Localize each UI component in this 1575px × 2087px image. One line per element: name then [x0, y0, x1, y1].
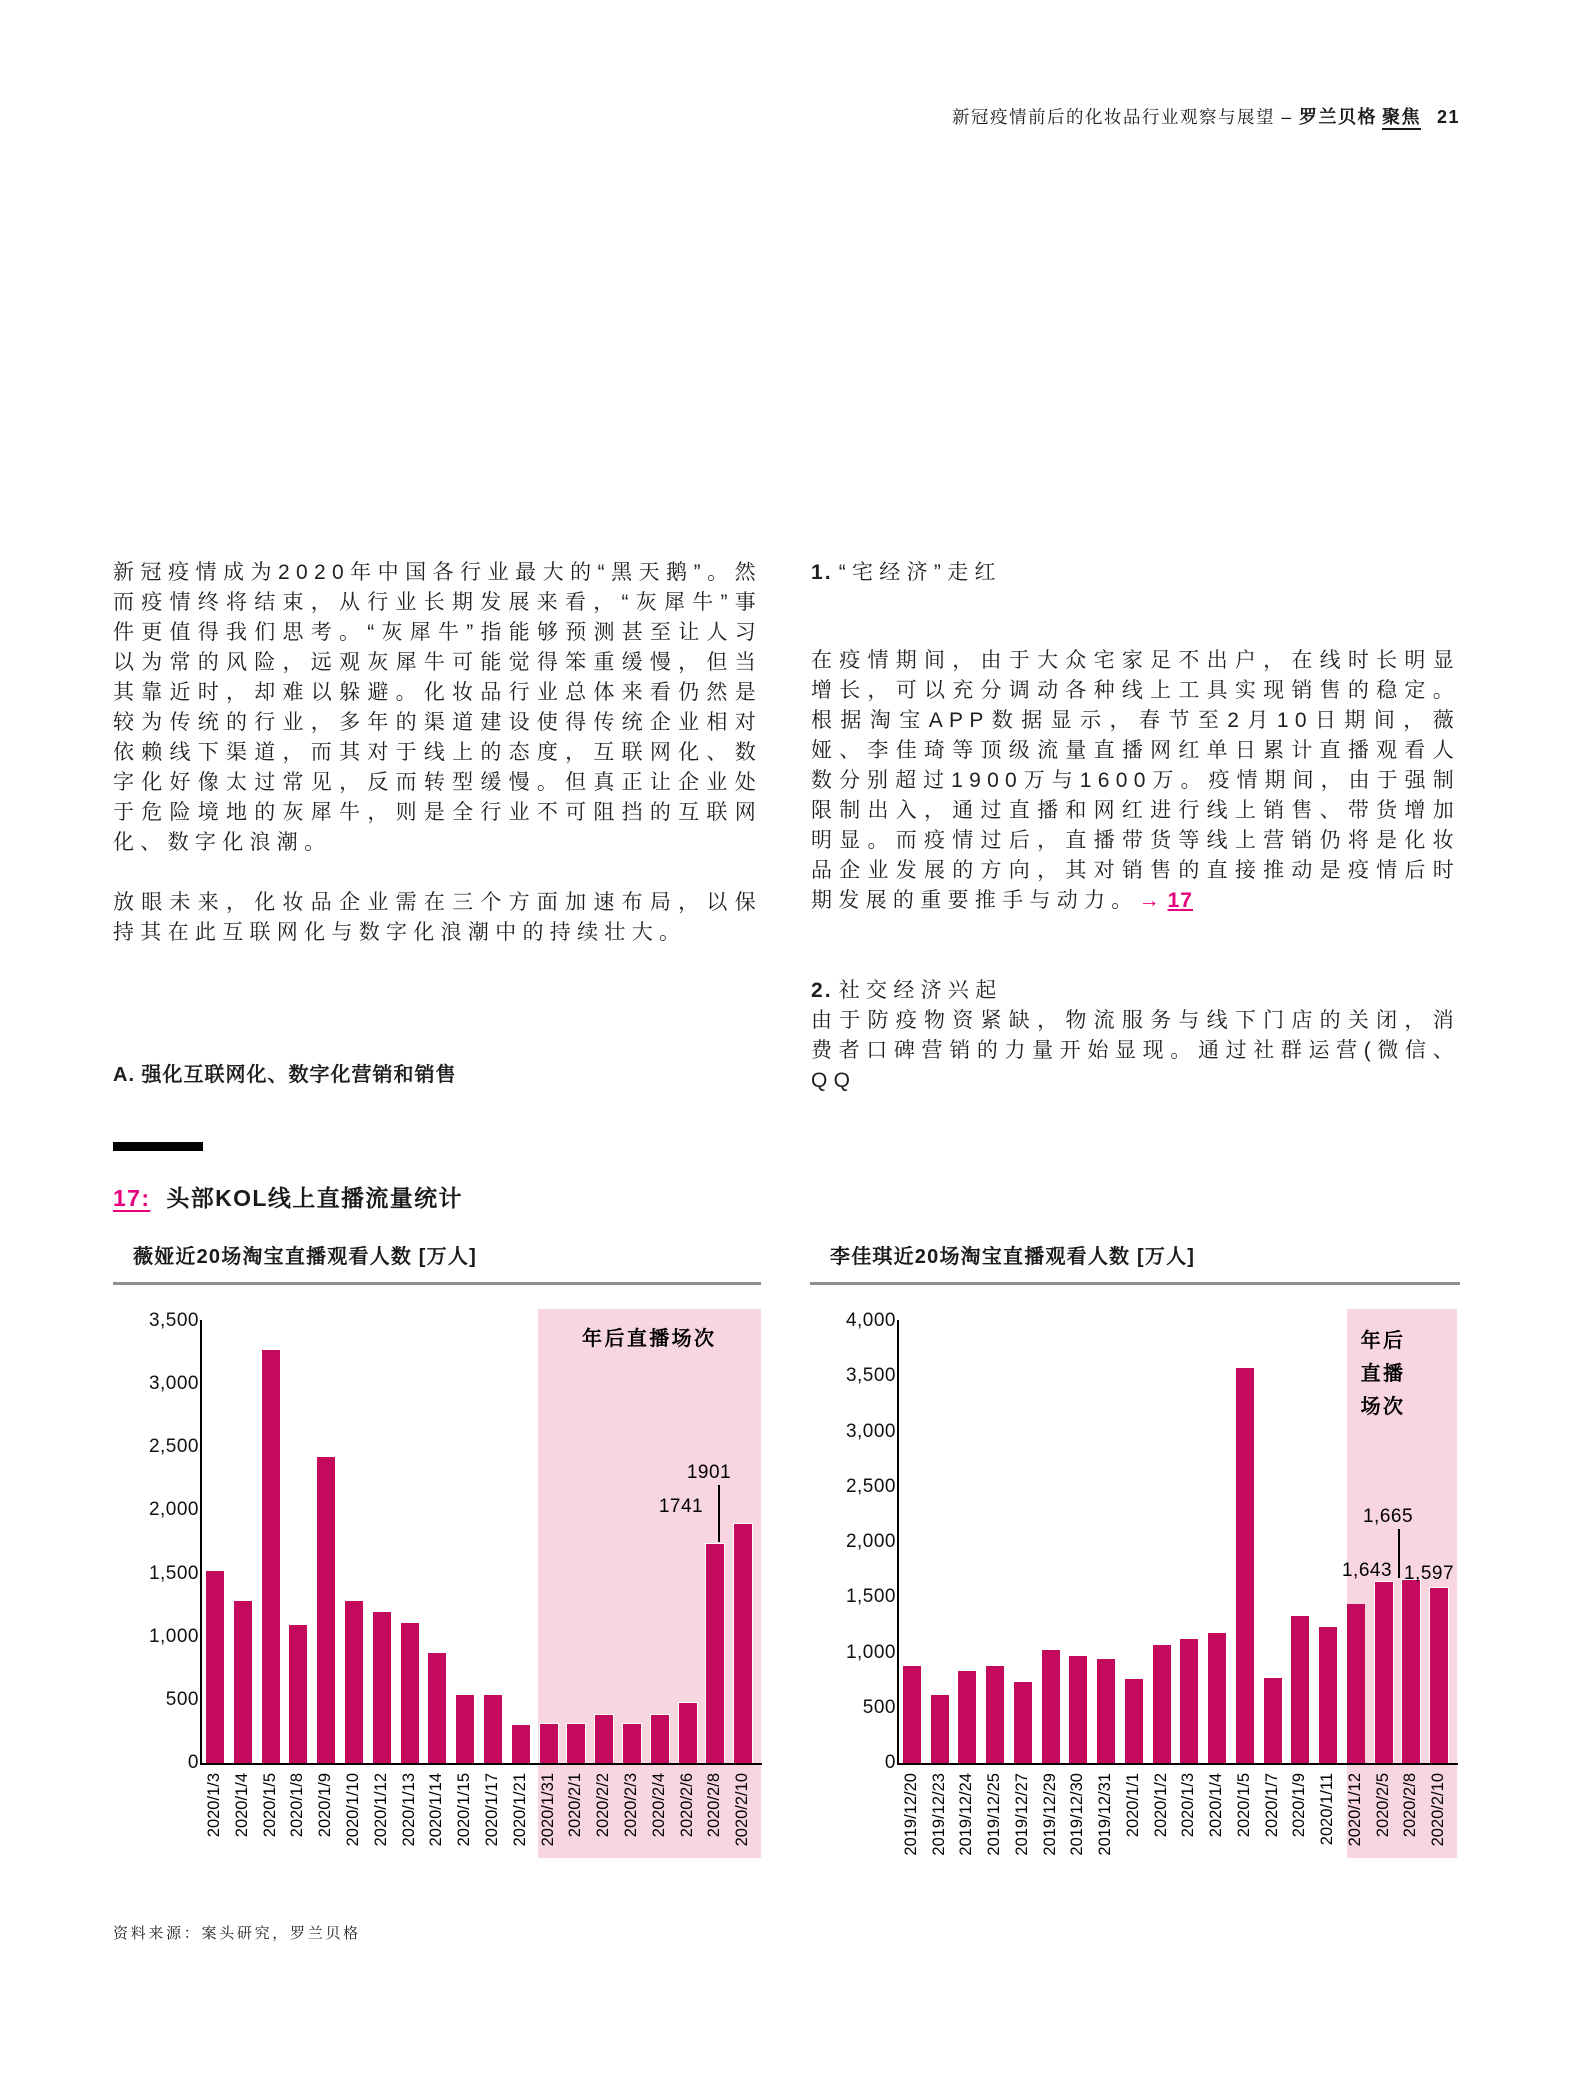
bar: [261, 1349, 281, 1763]
annotation-leader-line: [718, 1485, 720, 1542]
paragraph: 在疫情期间，由于大众宅家足不出户，在线时长明显增长，可以充分调动各种线上工具实现销售的稳定。根据淘宝APP数据显示，春节至2月10日期间，薇娅、李佳琦等顶级流量直播网红单日累计直播观看人数分别超过1900万与1600万。疫情期间，由于强制限制出入，通过直播和网红进行线上销售、带货增加明显。而疫情过后，直播带货等线上营销仍将是化妆品企业发展的方向，其对销售的直接推动是疫情后时期发展的重要推手与动力。→ 17: [811, 649, 1460, 912]
x-axis-label: 2019/12/31: [1096, 1773, 1115, 1856]
figure-ref-link[interactable]: → 17: [1138, 889, 1194, 912]
x-axis-label: 2020/1/2: [1151, 1773, 1170, 1838]
x-axis-label: 2020/1/4: [1207, 1773, 1226, 1838]
x-axis-label: 2020/1/11: [1318, 1773, 1337, 1846]
paragraph: 新冠疫情成为2020年中国各行业最大的“黑天鹅”。然而疫情终将结束，从行业长期发展来看，“灰犀牛”事件更值得我们思考。“灰犀牛”指能够预测甚至让人习以为常的风险，远观灰犀牛可能觉得笨重缓慢，但当其靠近时，却难以躲避。化妆品行业总体来看仍然是较为传统的行业，多年的渠道建设使得传统企业相对依赖线下渠道，而其对于线上的态度，互联网化、数字化好像太过常见，反而转型缓慢。但真正让企业处于危险境地的灰犀牛，则是全行业不可阻挡的互联网化、数字化浪潮。: [113, 561, 762, 854]
y-axis-tick-label: 500: [862, 1696, 896, 1718]
x-axis-label: 2020/1/9: [1290, 1773, 1309, 1838]
x-axis-label: 2020/1/9: [316, 1773, 335, 1838]
bar: [733, 1523, 753, 1763]
value-annotation: 1,643: [1341, 1560, 1393, 1581]
y-axis-tick-label: 0: [884, 1752, 896, 1773]
charts-row: [113, 1240, 1460, 1856]
bar: [539, 1723, 559, 1763]
x-axis-label: 2020/1/3: [1179, 1773, 1198, 1838]
x-axis-label: 2020/2/10: [1429, 1773, 1448, 1847]
x-axis-label: 2020/1/7: [1262, 1773, 1281, 1838]
y-axis-tick-label: 4,000: [845, 1310, 896, 1331]
bar: [902, 1665, 922, 1763]
bar: [1207, 1632, 1227, 1763]
y-axis-tick-label: 500: [165, 1688, 199, 1710]
chart-title: 薇娅近20场淘宝直播观看人数 [万人]: [133, 1246, 477, 1268]
heading-number: 2.: [811, 979, 833, 1002]
bar: [1318, 1626, 1338, 1763]
bar: [1290, 1615, 1310, 1763]
chart-viya-viewers: [113, 1240, 761, 1847]
y-axis-tick-label: 2,500: [148, 1436, 199, 1458]
bar: [1124, 1678, 1144, 1763]
highlight-label: 年后 直播 场次: [1360, 1330, 1406, 1418]
y-axis-tick-label: 2,000: [148, 1499, 199, 1521]
x-axis-label: 2020/1/13: [399, 1773, 418, 1847]
x-axis-label: 2020/1/12: [371, 1773, 390, 1847]
y-axis-tick-label: 3,500: [148, 1310, 199, 1331]
bar: [1401, 1579, 1421, 1763]
bar: [1179, 1638, 1199, 1763]
x-axis-label: 2020/1/12: [1345, 1773, 1364, 1847]
page-header: [952, 103, 1460, 129]
right-text-column: [811, 558, 1460, 1096]
figure-number: 17:: [113, 1185, 151, 1211]
plot-area: [201, 1321, 757, 1847]
chart-canvas: [810, 1310, 1460, 1856]
x-axis-label: 2020/2/2: [594, 1773, 613, 1838]
chart-title-rule: [113, 1282, 761, 1285]
x-axis-label: 2019/12/20: [901, 1773, 920, 1856]
header-brand-suffix: 聚焦: [1382, 107, 1421, 130]
left-text-column: [113, 558, 762, 1096]
bar: [400, 1622, 420, 1763]
numbered-heading: [811, 976, 1460, 1006]
annotation-leader-line: [1398, 1529, 1400, 1578]
y-axis-tick-label: 3,000: [148, 1373, 199, 1395]
section-divider-bar: [113, 1142, 203, 1151]
plot-area: [898, 1321, 1455, 1856]
x-axis-label: 2020/1/31: [538, 1773, 557, 1847]
y-axis-tick-label: 3,500: [845, 1365, 896, 1387]
paragraph: 放眼未来，化妆品企业需在三个方面加速布局，以保持其在此互联网化与数字化浪潮中的持续壮大。: [113, 891, 762, 944]
y-axis-tick-label: 1,500: [845, 1586, 896, 1608]
y-axis-tick-label: 3,000: [845, 1420, 896, 1442]
body-columns: [113, 558, 1460, 1096]
bar: [288, 1624, 308, 1763]
bar: [678, 1702, 698, 1763]
bar: [957, 1670, 977, 1763]
x-axis-label: 2020/1/21: [510, 1773, 529, 1847]
bar: [1013, 1681, 1033, 1763]
y-axis-tick-label: 2,000: [845, 1531, 896, 1552]
y-axis-tick-label: 1,500: [148, 1562, 199, 1584]
x-axis-label: 2020/1/15: [455, 1773, 474, 1847]
x-axis-label: 2020/1/14: [427, 1773, 446, 1847]
highlight-label: 年后直播场次: [582, 1328, 717, 1350]
bar: [566, 1723, 586, 1763]
bar: [483, 1694, 503, 1763]
y-axis-tick-label: 2,500: [845, 1475, 896, 1497]
heading-text: “宅经济”走红: [838, 561, 1002, 584]
x-axis-label: 2020/2/8: [705, 1773, 724, 1838]
bar: [1041, 1649, 1061, 1763]
x-axis-label: 2020/1/8: [288, 1773, 307, 1838]
paragraph: 由于防疫物资紧缺，物流服务与线下门店的关闭，消费者口碑营销的力量开始显现。通过社群运营(微信、QQ: [811, 1009, 1460, 1092]
bar: [1235, 1367, 1255, 1763]
chart-title-rule: [810, 1282, 1460, 1285]
heading-text: 社交经济兴起: [838, 979, 1003, 1002]
x-axis-label: 2019/12/29: [1040, 1773, 1059, 1856]
x-axis-label: 2020/1/5: [1234, 1773, 1253, 1838]
chart-canvas: [113, 1310, 761, 1847]
bar: [985, 1665, 1005, 1763]
x-axis-label: 2020/1/5: [260, 1773, 279, 1838]
figure-heading: [113, 1180, 463, 1213]
x-axis-line: [897, 1763, 1458, 1765]
value-annotation: 1741: [658, 1496, 704, 1517]
bar: [1152, 1644, 1172, 1763]
x-axis-label: 2019/12/30: [1068, 1773, 1087, 1856]
bar: [1429, 1587, 1449, 1763]
y-axis-line: [897, 1320, 899, 1765]
x-axis-label: 2020/1/3: [204, 1773, 223, 1838]
x-axis-label: 2020/2/5: [1373, 1773, 1392, 1838]
bar: [1263, 1677, 1283, 1763]
y-axis: [810, 1310, 896, 1773]
x-axis-label: 2020/1/17: [482, 1773, 501, 1847]
heading-number: 1.: [811, 561, 833, 584]
bar: [650, 1714, 670, 1763]
y-axis-tick-label: 0: [187, 1752, 199, 1773]
y-axis: [113, 1310, 199, 1773]
bar: [316, 1456, 336, 1763]
chart-title: 李佳琪近20场淘宝直播观看人数 [万人]: [830, 1246, 1196, 1268]
x-axis-label: 2019/12/27: [1012, 1773, 1031, 1856]
x-axis-label: 2019/12/25: [985, 1773, 1004, 1856]
value-annotation: 1,597: [1403, 1563, 1455, 1584]
page-number: 21: [1436, 107, 1460, 127]
x-axis-label: 2020/1/1: [1123, 1773, 1142, 1838]
y-axis-tick-label: 1,000: [148, 1625, 199, 1647]
value-annotation: 1901: [686, 1462, 732, 1483]
x-axis-label: 2019/12/24: [957, 1773, 976, 1856]
section-heading-a: A. 强化互联网化、数字化营销和销售: [113, 1064, 457, 1086]
x-axis-label: 2020/2/8: [1401, 1773, 1420, 1838]
x-axis-label: 2020/2/4: [649, 1773, 668, 1838]
bar: [930, 1694, 950, 1763]
bar: [205, 1570, 225, 1763]
bar: [372, 1611, 392, 1763]
value-annotation: 1,665: [1362, 1506, 1414, 1527]
bar: [622, 1723, 642, 1763]
x-axis-label: 2020/2/10: [733, 1773, 752, 1847]
source-note: 资料来源：案头研究，罗兰贝格: [113, 1925, 361, 1942]
chart-lijiaqi-viewers: [810, 1240, 1460, 1856]
bar: [344, 1600, 364, 1763]
arrow-right-icon: →: [1138, 889, 1161, 912]
x-axis-label: 2020/2/3: [621, 1773, 640, 1838]
bar: [233, 1600, 253, 1763]
bar: [594, 1714, 614, 1763]
bar: [705, 1543, 725, 1763]
x-axis-label: 2020/1/4: [232, 1773, 251, 1838]
header-title: 新冠疫情前后的化妆品行业观察与展望 –: [952, 107, 1299, 127]
bar: [511, 1724, 531, 1763]
bar: [1096, 1658, 1116, 1763]
y-axis-tick-label: 1,000: [845, 1641, 896, 1663]
x-axis-line: [200, 1763, 762, 1765]
numbered-heading: [811, 558, 1460, 588]
x-axis-label: 2020/2/1: [566, 1773, 585, 1838]
bar: [1346, 1603, 1366, 1763]
header-brand: 罗兰贝格: [1298, 107, 1377, 127]
bar: [427, 1652, 447, 1763]
bar: [1068, 1655, 1088, 1763]
x-axis-label: 2020/1/10: [343, 1773, 362, 1847]
bar: [455, 1694, 475, 1763]
x-axis-label: 2019/12/23: [929, 1773, 948, 1856]
figure-title: 头部KOL线上直播流量统计: [166, 1185, 463, 1211]
bar: [1374, 1581, 1394, 1763]
x-axis-label: 2020/2/6: [677, 1773, 696, 1838]
y-axis-line: [200, 1320, 202, 1765]
